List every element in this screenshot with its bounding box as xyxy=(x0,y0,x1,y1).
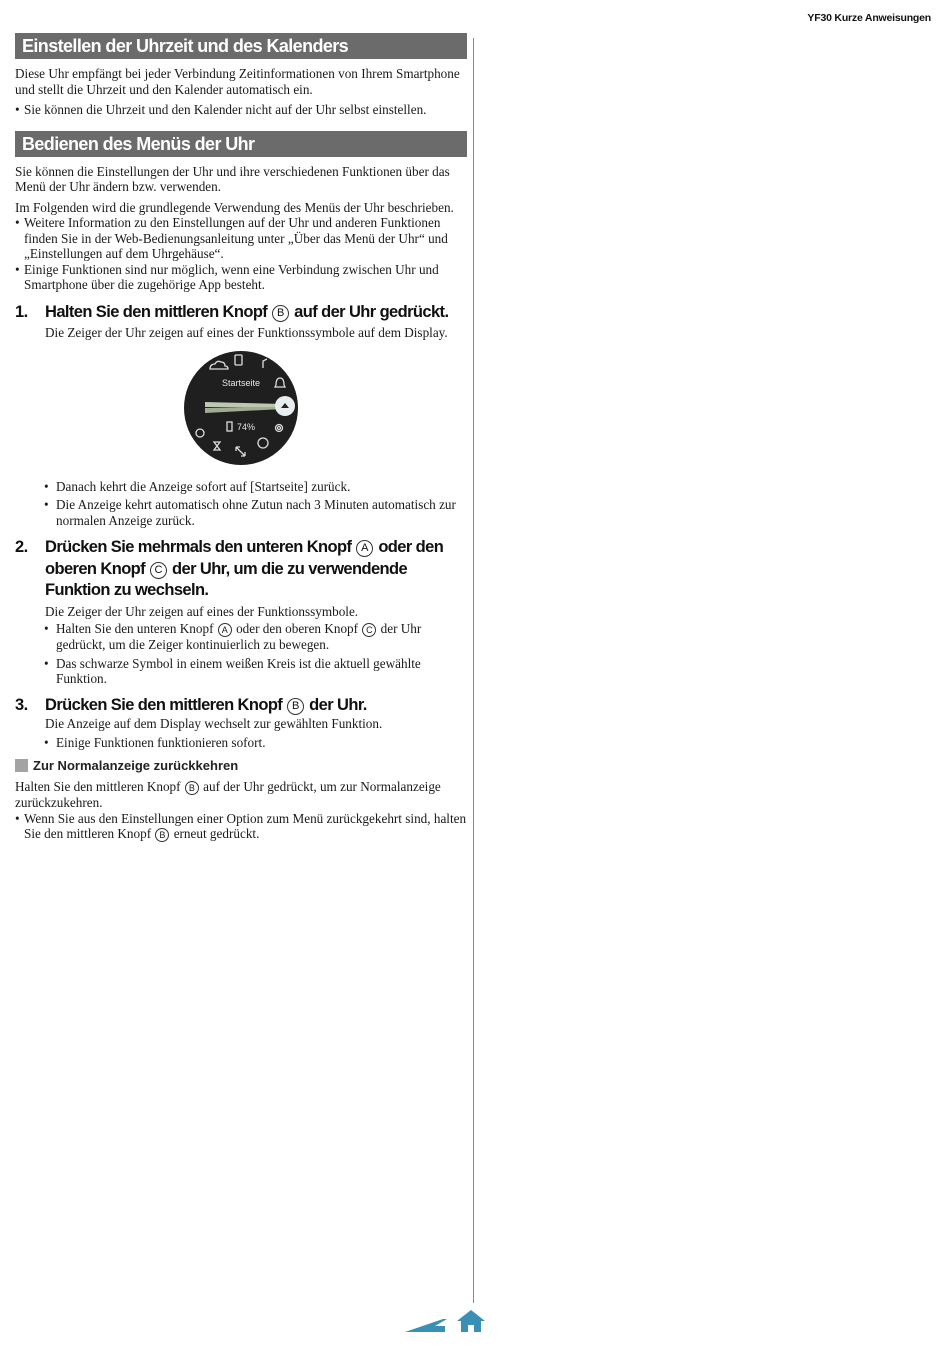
sub-bullet: • Wenn Sie aus den Einstellungen einer Option zum Menü zurückgekehrt sind, halten Sie den mittleren Knopf B erneut gedrückt. xyxy=(15,811,467,843)
step-1-title: 1. Halten Sie den mittleren Knopf B auf der Uhr gedrückt. xyxy=(15,302,467,324)
step-1-number: 1. xyxy=(15,302,28,321)
document-header-title: YF30 Kurze Anweisungen xyxy=(807,12,931,24)
watch-startseite-label: Startseite xyxy=(221,377,261,388)
button-b-small-icon: B xyxy=(185,781,199,795)
subheading-return-normal: Zur Normalanzeige zurückkehren xyxy=(15,758,467,773)
step-2-bullet-1: • Halten Sie den unteren Knopf A oder den oberen Knopf C der Uhr gedrückt, um die Zeiger kontinuierlich zu bewegen. xyxy=(44,621,467,653)
button-b-icon: B xyxy=(287,698,304,715)
home-icon[interactable] xyxy=(456,1309,486,1338)
step-1-bullet-1: • Danach kehrt die Anzeige sofort auf [Startseite] zurück. xyxy=(44,479,467,495)
section-heading-time-calendar: Einstellen der Uhrzeit und des Kalenders xyxy=(15,33,467,59)
step-3-number: 3. xyxy=(15,695,28,714)
step-1-description: Die Zeiger der Uhr zeigen auf eines der Funktionssymbole auf dem Display. xyxy=(45,325,448,340)
subheading-marker xyxy=(15,759,28,772)
button-c-icon: C xyxy=(150,562,167,579)
watch-battery-label: 74% xyxy=(236,421,256,432)
button-a-small-icon: A xyxy=(218,623,232,637)
step-2-description: Die Zeiger der Uhr zeigen auf eines der Funktionssymbole. xyxy=(45,603,359,619)
step-3-title: 3. Drücken Sie den mittleren Knopf B der Uhr. xyxy=(15,695,467,717)
button-c-small-icon: C xyxy=(362,623,376,637)
step-1-bullet-2: • Die Anzeige kehrt automatisch ohne Zutun nach 3 Minuten automatisch zur normalen Anzeige zurück. xyxy=(44,497,467,528)
step-2-number: 2. xyxy=(15,538,28,556)
main-column xyxy=(15,33,467,842)
column-divider xyxy=(473,38,474,1303)
step-3-description: Die Anzeige auf dem Display wechselt zur gewählten Funktion. xyxy=(45,716,383,731)
watch-display-illustration xyxy=(183,350,299,466)
step-3-bullet: • Einige Funktionen funktionieren sofort. xyxy=(44,735,467,751)
section1-paragraph: Diese Uhr empfängt bei jeder Verbindung Zeitinformationen von Ihrem Smartphone und stellt die Uhrzeit und den Kalender automatisch ein. xyxy=(15,66,460,97)
section2-bullet-1: • Weitere Information zu den Einstellungen auf der Uhr und anderen Funktionen finden Sie in der Web-Bedienungsanleitung unter „Über das Menü der Uhr“ und „Einstellungen auf dem Uhrgehäuse“. xyxy=(15,215,467,262)
section2-bullet-2: • Einige Funktionen sind nur möglich, wenn eine Verbindung zwischen Uhr und Smartphone über die zugehörige App besteht. xyxy=(15,262,467,293)
button-a-icon: A xyxy=(356,540,373,557)
section1-bullet: • Sie können die Uhrzeit und den Kalender nicht auf der Uhr selbst einstellen. xyxy=(15,102,467,118)
back-arrow-icon[interactable] xyxy=(405,1310,447,1339)
section2-paragraph-2: Im Folgenden wird die grundlegende Verwendung des Menüs der Uhr beschrieben. xyxy=(15,199,454,215)
sub-paragraph: Halten Sie den mittleren Knopf B auf der Uhr gedrückt, um zur Normalanzeige zurückzukehren. xyxy=(15,779,441,810)
button-b-small-icon: B xyxy=(155,828,169,842)
button-b-icon: B xyxy=(272,305,289,322)
step-2-title: 2. Drücken Sie mehrmals den unteren Knopf A oder den oberen Knopf C der Uhr, um die zu verwendende Funktion zu wechseln. xyxy=(15,538,444,599)
step-2-bullet-2: • Das schwarze Symbol in einem weißen Kreis ist die aktuell gewählte Funktion. xyxy=(44,656,467,687)
section2-paragraph-1: Sie können die Einstellungen der Uhr und ihre verschiedenen Funktionen über das Menü der Uhr ändern bzw. verwenden. xyxy=(15,163,450,194)
section-heading-watch-menu: Bedienen des Menüs der Uhr xyxy=(15,131,467,157)
